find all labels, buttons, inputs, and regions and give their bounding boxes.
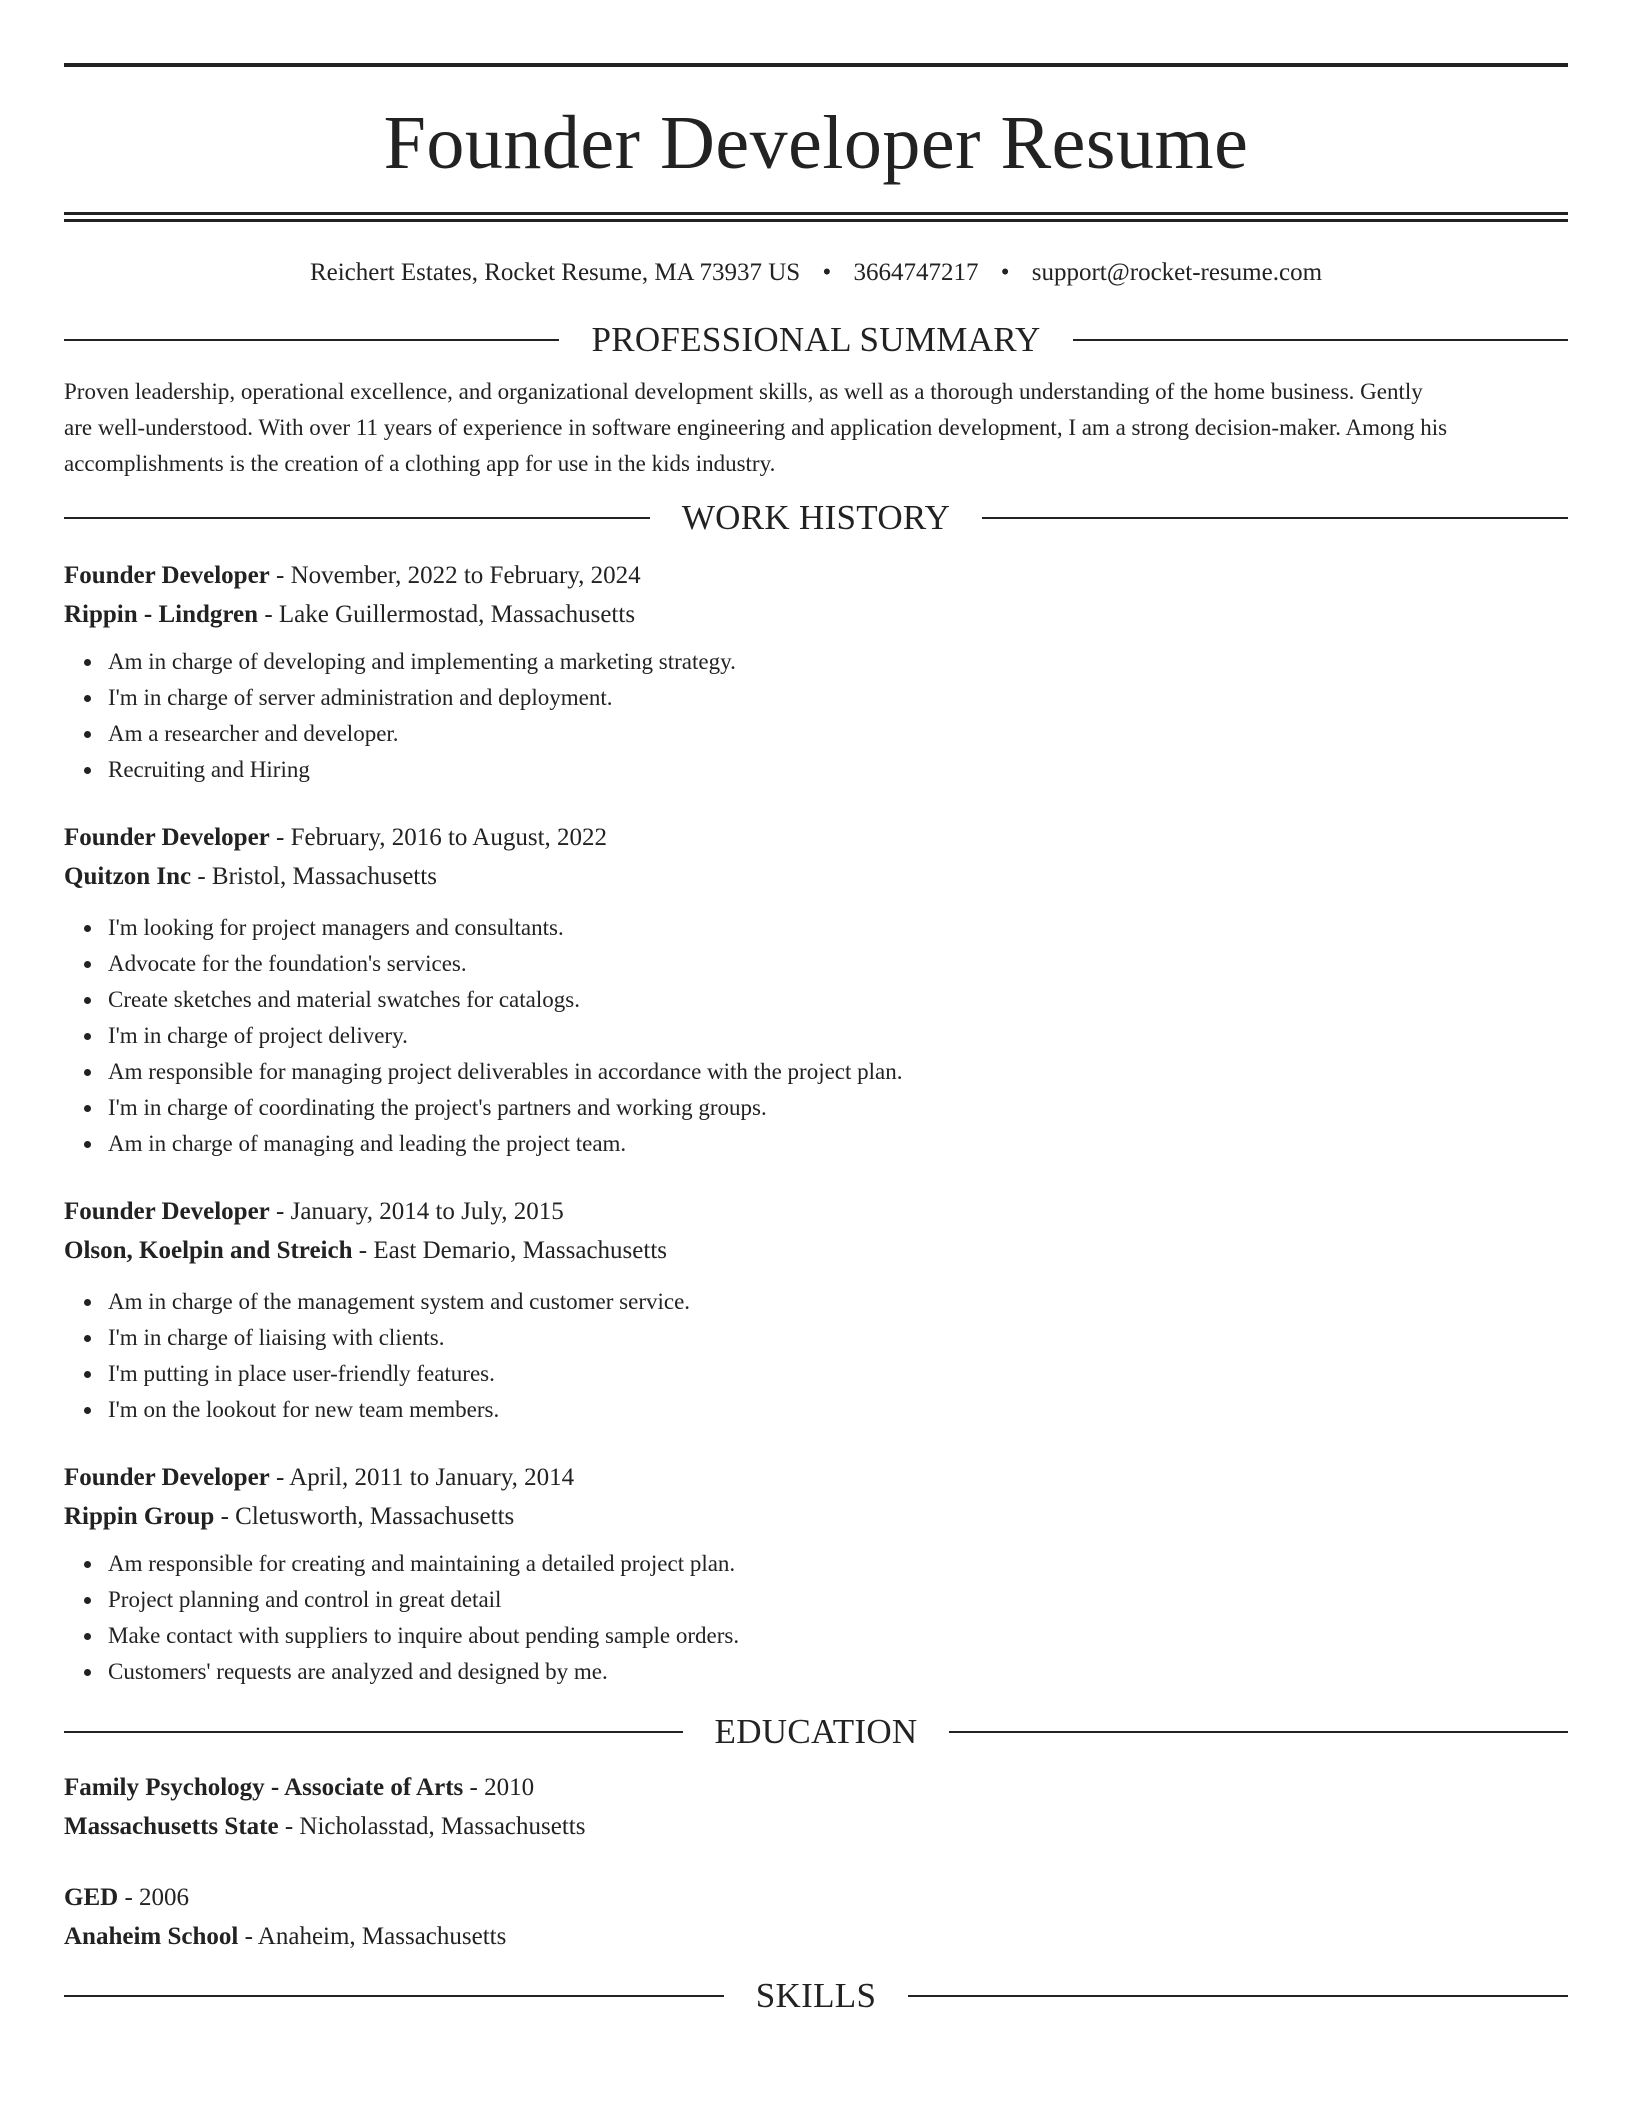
school-location: - Nicholasstad, Massachusetts	[278, 1813, 586, 1840]
bullet-text: I'm looking for project managers and consultants.	[108, 915, 564, 940]
list-item	[108, 1654, 1568, 1690]
bullet-icon	[84, 1669, 91, 1676]
degree-line	[64, 1878, 1568, 1917]
bullet-icon	[84, 1105, 91, 1112]
heading-rule	[64, 517, 650, 519]
degree-year: - 2006	[118, 1884, 190, 1911]
job-company: Rippin Group	[64, 1503, 215, 1530]
top-rule	[64, 63, 1568, 67]
bullet-text: Recruiting and Hiring	[108, 757, 310, 782]
education-entry	[64, 1768, 1568, 1846]
job-bullets	[64, 1546, 1568, 1690]
section-heading-skills	[64, 1976, 1568, 2016]
contact-address: Reichert Estates, Rocket Resume, MA 73937 US	[309, 259, 801, 286]
job-title: Founder Developer	[64, 1198, 270, 1225]
bullet-icon	[84, 925, 91, 932]
section-title: SKILLS	[755, 1976, 877, 2015]
job-bullets	[64, 644, 1568, 788]
list-item	[108, 1582, 1568, 1618]
job-company: Rippin - Lindgren	[64, 601, 259, 628]
bullet-text: Make contact with suppliers to inquire about pending sample orders.	[108, 1623, 740, 1648]
bullet-text: Am in charge of managing and leading the project team.	[108, 1131, 627, 1156]
contact-separator: •	[822, 259, 832, 286]
degree: GED	[64, 1884, 119, 1911]
bullet-icon	[84, 1033, 91, 1040]
bullet-text: Project planning and control in great detail	[108, 1587, 502, 1612]
job-location: - Lake Guillermostad, Massachusetts	[258, 601, 636, 628]
job-bullets	[64, 1284, 1568, 1428]
school-location: - Anaheim, Massachusetts	[238, 1923, 507, 1950]
job-title-line	[64, 1192, 1568, 1231]
summary-line: accomplishments is the creation of a clothing app for use in the kids industry.	[64, 451, 776, 476]
job-company: Olson, Koelpin and Streich	[64, 1237, 353, 1264]
bullet-text: I'm in charge of coordinating the project's partners and working groups.	[108, 1095, 767, 1120]
bullet-icon	[84, 1597, 91, 1604]
bullet-icon	[84, 731, 91, 738]
bullet-icon	[84, 1561, 91, 1568]
bullet-icon	[84, 767, 91, 774]
job-dates: - February, 2016 to August, 2022	[269, 824, 608, 851]
heading-rule	[64, 1995, 724, 1997]
degree: Family Psychology - Associate of Arts	[64, 1774, 464, 1801]
list-item	[108, 1618, 1568, 1654]
job-title: Founder Developer	[64, 562, 270, 589]
job-entry	[64, 556, 1568, 788]
heading-rule	[949, 1731, 1568, 1733]
list-item	[108, 1090, 1568, 1126]
section-heading-summary	[64, 320, 1568, 360]
summary-line: Proven leadership, operational excellence, and organizational development skills, as well as a thorough understanding of the home business. Gently	[64, 379, 1423, 404]
contact-email: support@rocket-resume.com	[1031, 259, 1323, 286]
bullet-text: I'm in charge of liaising with clients.	[108, 1325, 445, 1350]
bullet-text: Am in charge of the management system and customer service.	[108, 1289, 691, 1314]
bullet-text: Customers' requests are analyzed and designed by me.	[108, 1659, 608, 1684]
degree-year: - 2010	[463, 1774, 535, 1801]
job-company: Quitzon Inc	[64, 863, 192, 890]
list-item	[108, 680, 1568, 716]
job-entry	[64, 1458, 1568, 1690]
job-location: - Bristol, Massachusetts	[191, 863, 437, 890]
bullet-text: Am responsible for creating and maintaining a detailed project plan.	[108, 1551, 736, 1576]
bullet-text: I'm in charge of server administration and deployment.	[108, 685, 613, 710]
bullet-text: Am in charge of developing and implementing a marketing strategy.	[108, 649, 736, 674]
double-rule	[64, 212, 1568, 222]
job-title-line	[64, 556, 1568, 595]
school: Anaheim School	[64, 1923, 239, 1950]
resume-page	[64, 0, 1568, 2016]
list-item	[108, 1126, 1568, 1162]
job-entry	[64, 1192, 1568, 1428]
section-title: WORK HISTORY	[681, 498, 951, 537]
list-item	[108, 1392, 1568, 1428]
list-item	[108, 1284, 1568, 1320]
bullet-icon	[84, 1069, 91, 1076]
job-entry	[64, 818, 1568, 1162]
job-title: Founder Developer	[64, 1464, 270, 1491]
list-item	[108, 1356, 1568, 1392]
section-title: PROFESSIONAL SUMMARY	[591, 320, 1041, 359]
bullet-text: Create sketches and material swatches for catalogs.	[108, 987, 580, 1012]
page-title: Founder Developer Resume	[383, 101, 1249, 185]
bullet-icon	[84, 1299, 91, 1306]
list-item	[108, 716, 1568, 752]
bullet-text: Advocate for the foundation's services.	[108, 951, 467, 976]
bullet-icon	[84, 1407, 91, 1414]
job-company-line	[64, 1497, 1568, 1536]
section-heading-work	[64, 498, 1568, 538]
school-line	[64, 1807, 1568, 1846]
heading-rule	[982, 517, 1568, 519]
bullet-text: Am a researcher and developer.	[108, 721, 399, 746]
bullet-text: I'm putting in place user-friendly features.	[108, 1361, 495, 1386]
section-heading-education	[64, 1712, 1568, 1752]
bullet-icon	[84, 1633, 91, 1640]
bullet-icon	[84, 1141, 91, 1148]
job-dates: - April, 2011 to January, 2014	[269, 1464, 575, 1491]
bullet-text: Am responsible for managing project deliverables in accordance with the project plan.	[108, 1059, 903, 1084]
job-dates: - November, 2022 to February, 2024	[269, 562, 641, 589]
school: Massachusetts State	[64, 1813, 279, 1840]
list-item	[108, 1054, 1568, 1090]
job-company-line	[64, 857, 1568, 896]
list-item	[108, 1320, 1568, 1356]
bullet-icon	[84, 695, 91, 702]
bullet-text: I'm in charge of project delivery.	[108, 1023, 408, 1048]
summary-line: are well-understood. With over 11 years of experience in software engineering and application development, I am a strong decision-maker. Among his	[64, 415, 1448, 440]
bullet-icon	[84, 997, 91, 1004]
summary-text	[64, 374, 1568, 482]
list-item	[108, 946, 1568, 982]
contact-separator: •	[1000, 259, 1010, 286]
degree-line	[64, 1768, 1568, 1807]
list-item	[108, 910, 1568, 946]
heading-rule	[1073, 339, 1568, 341]
job-title-line	[64, 818, 1568, 857]
bullet-icon	[84, 1371, 91, 1378]
job-location: - East Demario, Massachusetts	[352, 1237, 668, 1264]
heading-rule	[64, 1731, 683, 1733]
bullet-icon	[84, 961, 91, 968]
list-item	[108, 982, 1568, 1018]
list-item	[108, 1018, 1568, 1054]
heading-rule	[908, 1995, 1568, 1997]
job-bullets	[64, 910, 1568, 1162]
school-line	[64, 1917, 1568, 1956]
list-item	[108, 644, 1568, 680]
bullet-icon	[84, 659, 91, 666]
job-title: Founder Developer	[64, 824, 270, 851]
job-title-line	[64, 1458, 1568, 1497]
bullet-text: I'm on the lookout for new team members.	[108, 1397, 500, 1422]
job-company-line	[64, 595, 1568, 634]
list-item	[108, 752, 1568, 788]
job-location: - Cletusworth, Massachusetts	[214, 1503, 515, 1530]
bullet-icon	[84, 1335, 91, 1342]
heading-rule	[64, 339, 559, 341]
contact-line	[64, 258, 1568, 288]
job-company-line	[64, 1231, 1568, 1270]
section-title: EDUCATION	[714, 1712, 918, 1751]
list-item	[108, 1546, 1568, 1582]
contact-phone: 3664747217	[853, 259, 979, 286]
job-dates: - January, 2014 to July, 2015	[269, 1198, 564, 1225]
education-entry	[64, 1878, 1568, 1956]
